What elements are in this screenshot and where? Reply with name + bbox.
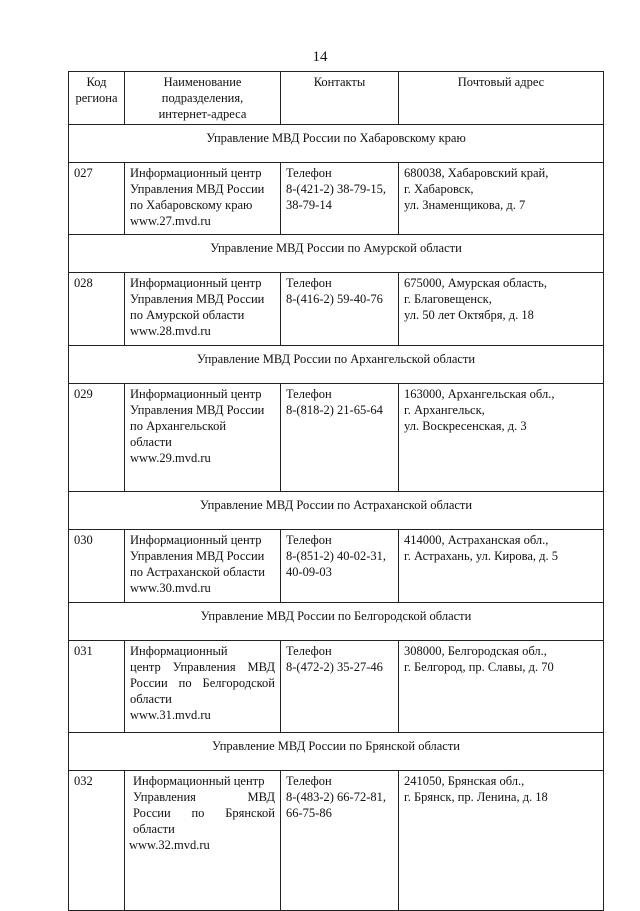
- contact-line: 8-(421-2) 38-79-15,: [286, 182, 386, 196]
- table-row: [69, 163, 604, 235]
- section-title-row: [69, 603, 604, 641]
- region-code: 029: [69, 384, 125, 492]
- contacts-cell: [281, 163, 399, 235]
- unit-name-line: Информационный: [130, 644, 228, 658]
- contact-line: Телефон: [286, 276, 332, 290]
- address-line: 675000, Амурская область,: [404, 276, 547, 290]
- unit-name-line: области: [133, 822, 175, 836]
- region-code: 030: [69, 530, 125, 603]
- unit-name-line: Управления МВД России: [130, 403, 265, 417]
- contact-line: 40-09-03: [286, 565, 332, 579]
- unit-name-line: России по Белгородской: [130, 676, 275, 690]
- section-title-row: [69, 346, 604, 384]
- address-line: г. Благовещенск,: [404, 292, 492, 306]
- unit-name-line: области: [130, 692, 172, 706]
- header-text: подразделения,: [161, 91, 244, 105]
- section-title-row: [69, 125, 604, 163]
- address-line: 680038, Хабаровский край,: [404, 166, 549, 180]
- unit-name-line: центр Управления МВД: [130, 660, 275, 674]
- table-header-row: [69, 72, 604, 125]
- contact-line: 66-75-86: [286, 806, 332, 820]
- contact-line: Телефон: [286, 644, 332, 658]
- address-line: 414000, Астраханская обл.,: [404, 533, 549, 547]
- section-title-row: [69, 492, 604, 530]
- website-text: www.32.mvd.ru: [129, 838, 210, 852]
- region-code: 027: [69, 163, 125, 235]
- header-region-code: [69, 72, 125, 125]
- contact-line: Телефон: [286, 533, 332, 547]
- address-cell: [399, 163, 604, 235]
- section-title: Управление МВД России по Белгородской области: [200, 609, 472, 623]
- contacts-cell: [281, 771, 399, 911]
- address-cell: [399, 530, 604, 603]
- header-unit-name: [125, 72, 281, 125]
- unit-name-cell: [125, 384, 281, 492]
- contacts-cell: [281, 530, 399, 603]
- website-text: www.28.mvd.ru: [130, 324, 211, 338]
- address-cell: [399, 384, 604, 492]
- header-text: Наименование: [163, 75, 242, 89]
- unit-name-cell: [125, 530, 281, 603]
- region-code: 032: [69, 771, 125, 911]
- address-line: г. Архангельск,: [404, 403, 485, 417]
- table-row: [69, 771, 604, 911]
- region-code: 028: [69, 273, 125, 346]
- contact-line: 38-79-14: [286, 198, 332, 212]
- header-postal-address: Почтовый адрес: [399, 72, 604, 125]
- contacts-cell: [281, 384, 399, 492]
- address-line: г. Астрахань, ул. Кирова, д. 5: [404, 549, 559, 563]
- region-code: 031: [69, 641, 125, 733]
- section-title: Управление МВД России по Архангельской области: [196, 352, 476, 366]
- section-title: Управление МВД России по Брянской области: [211, 739, 460, 753]
- website-text: www.31.mvd.ru: [130, 708, 211, 722]
- website-text: www.30.mvd.ru: [130, 581, 211, 595]
- unit-name-cell: [125, 641, 281, 733]
- unit-name-cell: [125, 273, 281, 346]
- header-text: интернет-адреса: [158, 107, 247, 121]
- contact-line: 8-(472-2) 35-27-46: [286, 660, 383, 674]
- page-number: 14: [312, 49, 328, 65]
- address-cell: [399, 771, 604, 911]
- header-text: Код: [86, 75, 107, 89]
- table-row: [69, 530, 604, 603]
- table-row: [69, 641, 604, 733]
- section-title: Управление МВД России по Хабаровскому краю: [206, 131, 466, 145]
- contact-line: 8-(818-2) 21-65-64: [286, 403, 383, 417]
- contacts-cell: [281, 641, 399, 733]
- website-text: www.27.mvd.ru: [130, 214, 211, 228]
- address-line: ул. Воскресенская, д. 3: [404, 419, 527, 433]
- website-text: www.29.mvd.ru: [130, 451, 211, 465]
- address-line: 163000, Архангельская обл.,: [404, 387, 555, 401]
- unit-name-line: Информационный центр: [130, 387, 262, 401]
- contact-line: 8-(416-2) 59-40-76: [286, 292, 383, 306]
- section-title: Управление МВД России по Амурской области: [210, 241, 462, 255]
- registry-table: [68, 71, 604, 911]
- unit-name-line: Управления МВД России: [130, 182, 265, 196]
- address-line: 241050, Брянская обл.,: [404, 774, 525, 788]
- address-line: г. Брянск, пр. Ленина, д. 18: [404, 790, 548, 804]
- unit-name-line: по Архангельской: [130, 419, 227, 433]
- contacts-cell: [281, 273, 399, 346]
- unit-name-line: Управления МВД России: [130, 292, 265, 306]
- unit-name-line: Информационный центр: [130, 276, 262, 290]
- unit-name-line: области: [130, 435, 172, 449]
- address-line: ул. Знаменщикова, д. 7: [404, 198, 526, 212]
- address-line: г. Белгород, пр. Славы, д. 70: [404, 660, 554, 674]
- header-text: региона: [75, 91, 118, 105]
- contact-line: 8-(851-2) 40-02-31,: [286, 549, 386, 563]
- header-contacts: Контакты: [281, 72, 399, 125]
- unit-name-line: Информационный центр: [130, 166, 262, 180]
- unit-name-line: по Хабаровскому краю: [130, 198, 253, 212]
- contact-line: Телефон: [286, 166, 332, 180]
- address-cell: [399, 641, 604, 733]
- table-row: [69, 273, 604, 346]
- section-title: Управление МВД России по Астраханской области: [199, 498, 473, 512]
- unit-name-line: Информационный центр: [130, 533, 262, 547]
- unit-name-line: по Амурской области: [130, 308, 245, 322]
- section-title-row: [69, 235, 604, 273]
- unit-name-line: Управления МВД России: [130, 549, 265, 563]
- address-cell: [399, 273, 604, 346]
- unit-name-line: России по Брянской: [133, 806, 275, 820]
- unit-name-line: Информационный центр: [133, 774, 265, 788]
- table-row: [69, 384, 604, 492]
- contact-line: Телефон: [286, 774, 332, 788]
- address-line: г. Хабаровск,: [404, 182, 474, 196]
- unit-name-line: по Астраханской области: [130, 565, 265, 579]
- unit-name-line: Управления МВД: [133, 790, 275, 804]
- contact-line: Телефон: [286, 387, 332, 401]
- address-line: 308000, Белгородская обл.,: [404, 644, 547, 658]
- unit-name-cell: [125, 771, 281, 911]
- unit-name-cell: [125, 163, 281, 235]
- section-title-row: [69, 733, 604, 771]
- contact-line: 8-(483-2) 66-72-81,: [286, 790, 386, 804]
- address-line: ул. 50 лет Октября, д. 18: [404, 308, 534, 322]
